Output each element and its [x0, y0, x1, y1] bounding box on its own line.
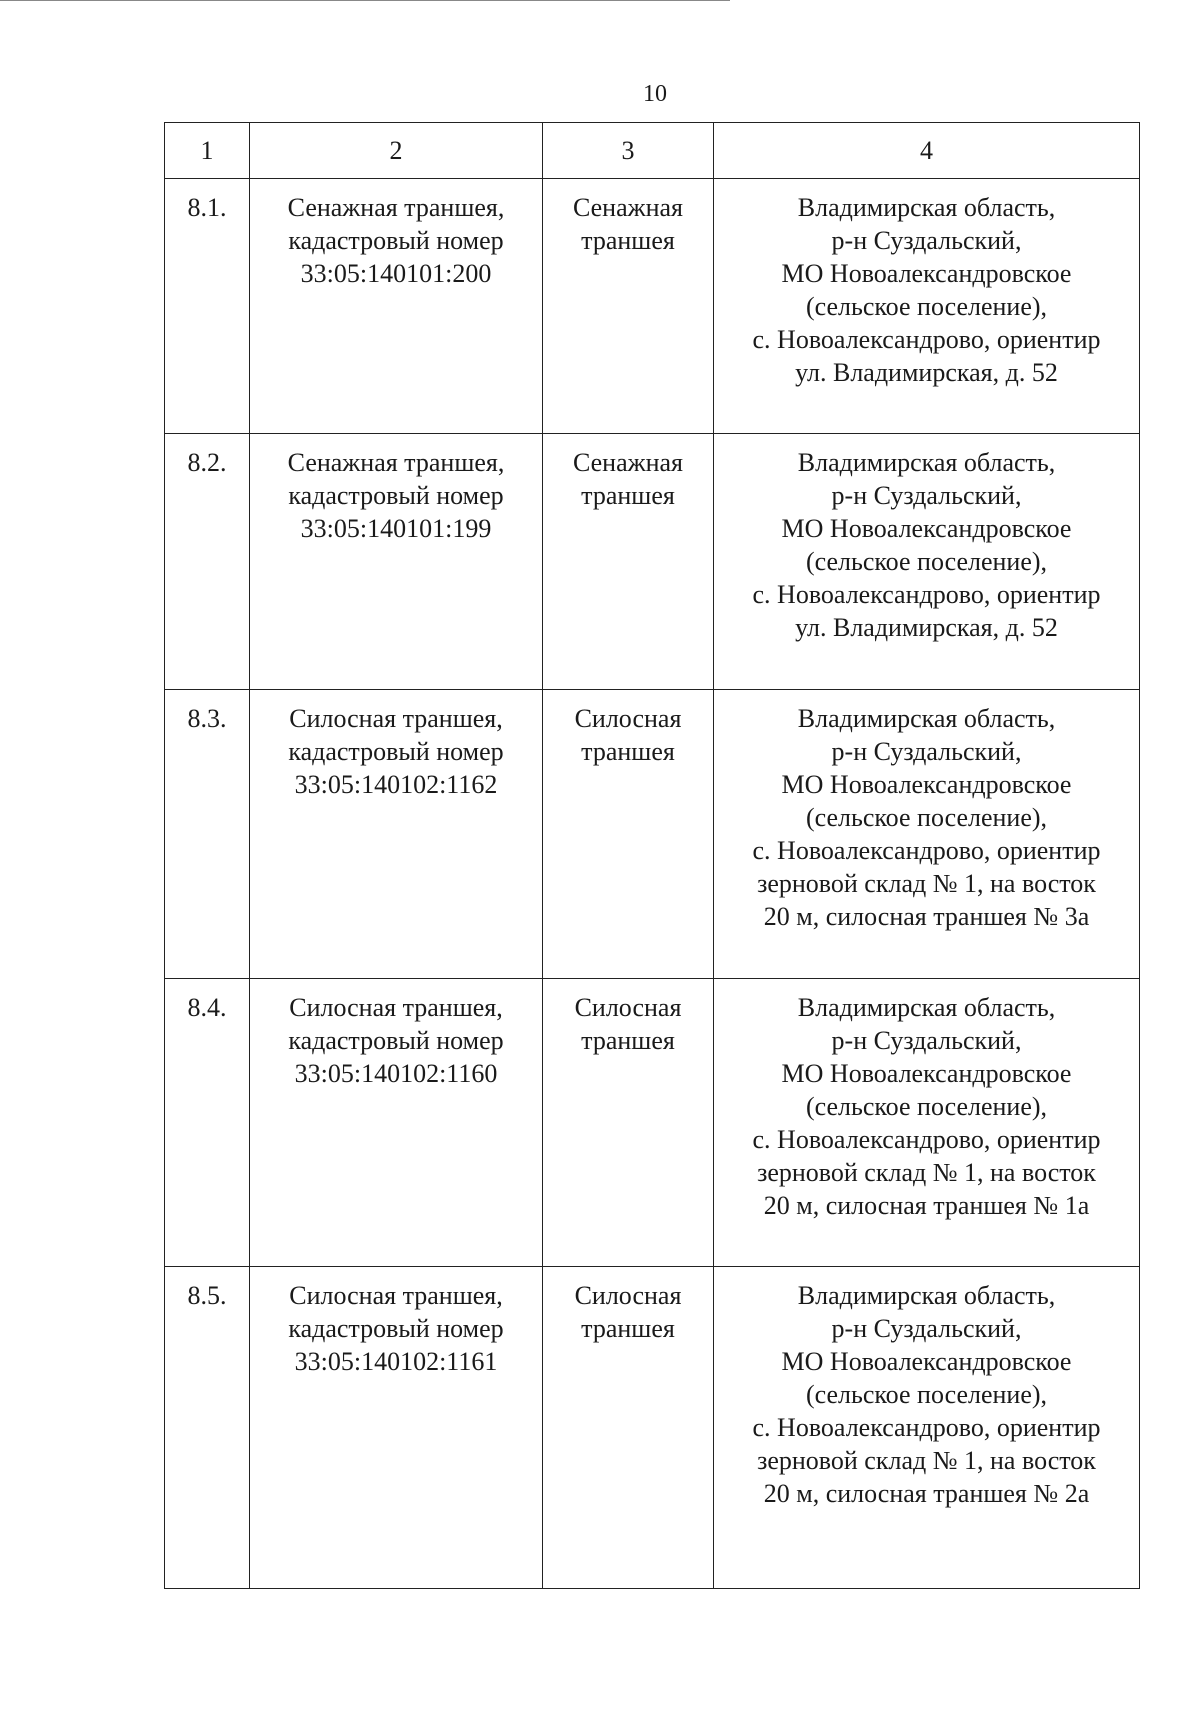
- object-address-line: (сельское поселение),: [805, 1092, 1048, 1121]
- object-type-line: Сенажная: [572, 448, 684, 477]
- row-number: 8.5.: [187, 1281, 227, 1310]
- object-type-cell: [543, 434, 714, 690]
- object-name-line: Сенажная траншея,: [287, 448, 505, 477]
- table-row: [165, 1267, 1140, 1589]
- object-name-line: 33:05:140102:1162: [294, 770, 498, 799]
- object-address-line: Владимирская область,: [797, 704, 1056, 733]
- object-address-cell: [714, 1267, 1140, 1589]
- object-address-cell: [714, 979, 1140, 1267]
- object-address-line: р-н Суздальский,: [831, 737, 1022, 766]
- column-header-4: 4: [714, 123, 1140, 179]
- object-address-line: с. Новоалександрово, ориентир: [752, 580, 1101, 609]
- object-address-line: с. Новоалександрово, ориентир: [752, 1125, 1101, 1154]
- table-row: [165, 690, 1140, 979]
- object-address-line: МО Новоалександровское: [781, 770, 1072, 799]
- object-name-line: кадастровый номер: [288, 481, 504, 510]
- object-name-line: 33:05:140102:1161: [294, 1347, 498, 1376]
- object-address-cell: [714, 434, 1140, 690]
- object-type-line: Силосная: [574, 704, 682, 733]
- object-type-cell: [543, 690, 714, 979]
- object-address-line: (сельское поселение),: [805, 547, 1048, 576]
- object-address-line: 20 м, силосная траншея № 3а: [763, 902, 1090, 931]
- object-type-line: траншея: [581, 737, 675, 766]
- row-number-cell: [165, 179, 250, 434]
- row-number-cell: [165, 1267, 250, 1589]
- object-address-line: ул. Владимирская, д. 52: [795, 358, 1058, 387]
- object-name-line: 33:05:140102:1160: [294, 1059, 498, 1088]
- column-header-3: 3: [543, 123, 714, 179]
- object-address-line: зерновой склад № 1, на восток: [757, 1158, 1096, 1187]
- object-address-line: с. Новоалександрово, ориентир: [752, 1413, 1101, 1442]
- object-address-line: 20 м, силосная траншея № 1а: [763, 1191, 1090, 1220]
- object-type-line: траншея: [581, 226, 675, 255]
- object-name-line: 33:05:140101:199: [300, 514, 492, 543]
- object-address-line: Владимирская область,: [797, 993, 1056, 1022]
- object-address-line: с. Новоалександрово, ориентир: [752, 325, 1101, 354]
- object-type-line: траншея: [581, 1314, 675, 1343]
- row-number: 8.3.: [187, 704, 227, 733]
- row-number: 8.1.: [187, 193, 227, 222]
- object-type-cell: [543, 979, 714, 1267]
- object-address-line: ул. Владимирская, д. 52: [795, 613, 1058, 642]
- object-name-line: 33:05:140101:200: [300, 259, 492, 288]
- row-number: 8.4.: [187, 993, 227, 1022]
- object-address-line: МО Новоалександровское: [781, 514, 1072, 543]
- row-number-cell: [165, 979, 250, 1267]
- object-name-line: кадастровый номер: [288, 1026, 504, 1055]
- object-type-line: траншея: [581, 1026, 675, 1055]
- row-number: 8.2.: [187, 448, 227, 477]
- table-row: [165, 179, 1140, 434]
- object-address-cell: [714, 179, 1140, 434]
- object-address-line: р-н Суздальский,: [831, 1026, 1022, 1055]
- object-name-cell: [250, 179, 543, 434]
- table-row: [165, 979, 1140, 1267]
- object-name-line: Сенажная траншея,: [287, 193, 505, 222]
- object-name-cell: [250, 1267, 543, 1589]
- object-address-cell: [714, 690, 1140, 979]
- table-body: [165, 179, 1140, 1589]
- object-name-line: Силосная траншея,: [289, 1281, 503, 1310]
- object-name-cell: [250, 434, 543, 690]
- column-header-1: 1: [165, 123, 250, 179]
- object-address-line: МО Новоалександровское: [781, 1347, 1072, 1376]
- object-type-line: Сенажная: [572, 193, 684, 222]
- scan-edge-line: [0, 0, 730, 1]
- object-address-line: Владимирская область,: [797, 193, 1056, 222]
- object-address-line: МО Новоалександровское: [781, 1059, 1072, 1088]
- object-type-cell: [543, 1267, 714, 1589]
- object-name-line: кадастровый номер: [288, 1314, 504, 1343]
- object-type-line: Силосная: [574, 1281, 682, 1310]
- object-name-line: Силосная траншея,: [289, 704, 503, 733]
- object-address-line: (сельское поселение),: [805, 292, 1048, 321]
- object-address-line: Владимирская область,: [797, 448, 1056, 477]
- object-address-line: Владимирская область,: [797, 1281, 1056, 1310]
- object-type-cell: [543, 179, 714, 434]
- object-address-line: МО Новоалександровское: [781, 259, 1072, 288]
- object-type-line: Силосная: [574, 993, 682, 1022]
- object-name-line: кадастровый номер: [288, 737, 504, 766]
- object-address-line: 20 м, силосная траншея № 2а: [763, 1479, 1090, 1508]
- object-address-line: с. Новоалександрово, ориентир: [752, 836, 1101, 865]
- table-row: [165, 434, 1140, 690]
- page-number: 10: [643, 81, 667, 107]
- row-number-cell: [165, 690, 250, 979]
- object-name-cell: [250, 979, 543, 1267]
- object-type-line: траншея: [581, 481, 675, 510]
- property-table: [164, 122, 1140, 1589]
- object-address-line: (сельское поселение),: [805, 803, 1048, 832]
- object-name-line: кадастровый номер: [288, 226, 504, 255]
- object-address-line: зерновой склад № 1, на восток: [757, 1446, 1096, 1475]
- object-name-cell: [250, 690, 543, 979]
- object-address-line: р-н Суздальский,: [831, 481, 1022, 510]
- object-address-line: р-н Суздальский,: [831, 226, 1022, 255]
- row-number-cell: [165, 434, 250, 690]
- table-header-row: [165, 123, 1140, 179]
- object-address-line: р-н Суздальский,: [831, 1314, 1022, 1343]
- object-address-line: зерновой склад № 1, на восток: [757, 869, 1096, 898]
- object-address-line: (сельское поселение),: [805, 1380, 1048, 1409]
- column-header-2: 2: [250, 123, 543, 179]
- object-name-line: Силосная траншея,: [289, 993, 503, 1022]
